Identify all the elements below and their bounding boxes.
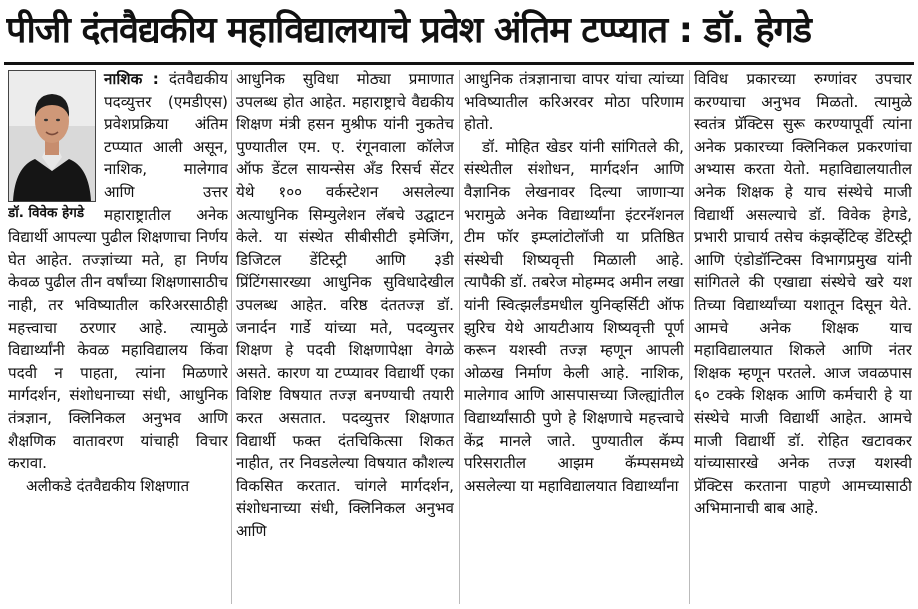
dateline: नाशिक :: [104, 70, 159, 88]
headline: पीजी दंतवैद्यकीय महाविद्यालयाचे प्रवेश अंतिम टप्प्यात : डॉ. हेगडे: [6, 10, 811, 51]
column-divider: [689, 70, 690, 604]
article-paragraph: डॉ. मोहित खेडर यांनी सांगितले की, संस्थेतील संशोधन, मार्गदर्शन आणि वैज्ञानिक लेखनावर दिल्या जाणाऱ्या भरामुळे अनेक विद्यार्थ्यांना इंटरनॅशनल टीम फॉर इम्प्लांटोलॉजी या प्रतिष्ठित संस्थेची शिष्यवृत्ती मिळाली आहे. त्यापैकी डॉ. तबरेज मोहम्मद अमीन लखा यांनी स्वित्झर्लंडमधील युनिव्हर्सिटी ऑफ झुरिच येथे आयटीआय शिष्यवृत्ती पूर्ण करून यशस्वी तज्ज्ञ म्हणून आपली ओळख निर्माण केली आहे. नाशिक, मालेगाव आणि आसपासच्या जिल्ह्यांतील विद्यार्थ्यांसाठी पुणे हे शिक्षणाचे महत्त्वाचे केंद्र मानले जाते. पुण्यातील कॅम्प परिसरातील आझम कॅम्पसमध्ये असलेल्या या महाविद्यालयात विद्यार्थ्यांना: [464, 137, 684, 495]
article-column-2: [236, 68, 454, 606]
article-paragraph: आधुनिक तंत्रज्ञानाचा वापर यांचा त्यांच्या भविष्यातील करिअरवर मोठा परिणाम होतो.: [464, 70, 684, 134]
headline-rule: [4, 62, 914, 65]
article-column-1: [8, 68, 228, 606]
photo-caption: डॉ. विवेक हेगडे: [8, 205, 85, 221]
article-paragraph: अलीकडे दंतवैद्यकीय शिक्षणात: [26, 476, 190, 495]
column-divider: [459, 70, 460, 604]
photo-block: [8, 70, 96, 224]
article-column-3: [464, 68, 684, 606]
article-text: दंतवैद्यकीय पदव्युत्तर (एमडीएस) प्रवेशप्रक्रिया अंतिम टप्प्यात आली असून, नाशिक, मालेगाव आणि उत्तर महाराष्ट्रातील अनेक विद्यार्थी आपल्या पुढील शिक्षणाचा निर्णय घेत आहेत. तज्ज्ञांच्या मते, हा निर्णय केवळ पुढील तीन वर्षांच्या शिक्षणासाठीच नाही, तर भविष्यातील करिअरसाठीही महत्त्वाचा ठरणार आहे. त्यामुळे विद्यार्थ्यांनी केवळ महाविद्यालय किंवा पदवी न पाहता, त्यांना मिळणारे मार्गदर्शन, संशोधनाच्या संधी, आधुनिक तंत्रज्ञान, क्लिनिकल अनुभव आणि शैक्षणिक वातावरण यांचाही विचार करावा.: [8, 70, 228, 473]
article-paragraph: विविध प्रकारच्या रुग्णांवर उपचार करण्याचा अनुभव मिळतो. त्यामुळे स्वतंत्र प्रॅक्टिस सुरू करण्यापूर्वी त्यांना अनेक प्रकारच्या क्लिनिकल प्रकरणांचा अभ्यास करता येतो. महाविद्यालयातील अनेक शिक्षक हे याच संस्थेचे माजी विद्यार्थी असल्याचे डॉ. विवेक हेगडे, प्रभारी प्राचार्य तसेच कंझर्व्हेटिव्ह डेंटिस्ट्री आणि एंडोडॉन्टिक्स विभागप्रमुख यांनी सांगितले की एखाद्या संस्थेचे खरे यश तिच्या विद्यार्थ्यांच्या यशातून दिसून येते. आमचे अनेक शिक्षक याच महाविद्यालयात शिकले आणि नंतर शिक्षक म्हणून परतले. आज जवळपास ६० टक्के शिक्षक आणि कर्मचारी हे या संस्थेचे माजी विद्यार्थी आहेत. आमचे माजी विद्यार्थी डॉ. रोहित खटावकर यांच्यासारखे अनेक तज्ज्ञ यशस्वी प्रॅक्टिस करताना पाहणे आमच्यासाठी अभिमानाची बाब आहे.: [694, 70, 912, 518]
portrait-photo: [8, 70, 96, 202]
article-column-4: [694, 68, 912, 606]
column-divider: [231, 70, 232, 604]
article-paragraph: आधुनिक सुविधा मोठ्या प्रमाणात उपलब्ध होत आहेत. महाराष्ट्राचे वैद्यकीय शिक्षण मंत्री हसन मुश्रीफ यांनी नुकतेच पुण्यातील एम. ए. रंगूनवाला कॉलेज ऑफ डेंटल सायन्सेस अँड रिसर्च सेंटर येथे १०० वर्कस्टेशन असलेल्या अत्याधुनिक सिम्युलेशन लॅबचे उद्घाटन केले. या संस्थेत सीबीसीटी इमेजिंग, डिजिटल डेंटिस्ट्री आणि ३डी प्रिंटिंगसारख्या आधुनिक सुविधादेखील उपलब्ध आहेत. वरिष्ठ दंततज्ज्ञ डॉ. जनार्दन गार्डे यांच्या मते, पदव्युत्तर शिक्षण हे पदवी शिक्षणापेक्षा वेगळे असते. कारण या टप्प्यावर विद्यार्थी एका विशिष्ट विषयात तज्ज्ञ बनण्याची तयारी करत असतात. पदव्युत्तर शिक्षणात विद्यार्थी फक्त दंतचिकित्सा शिकत नाहीत, तर निवडलेल्या विषयात कौशल्य विकसित करतात. चांगले मार्गदर्शन, संशोधनाच्या संधी, क्लिनिकल अनुभव आणि: [236, 70, 454, 540]
